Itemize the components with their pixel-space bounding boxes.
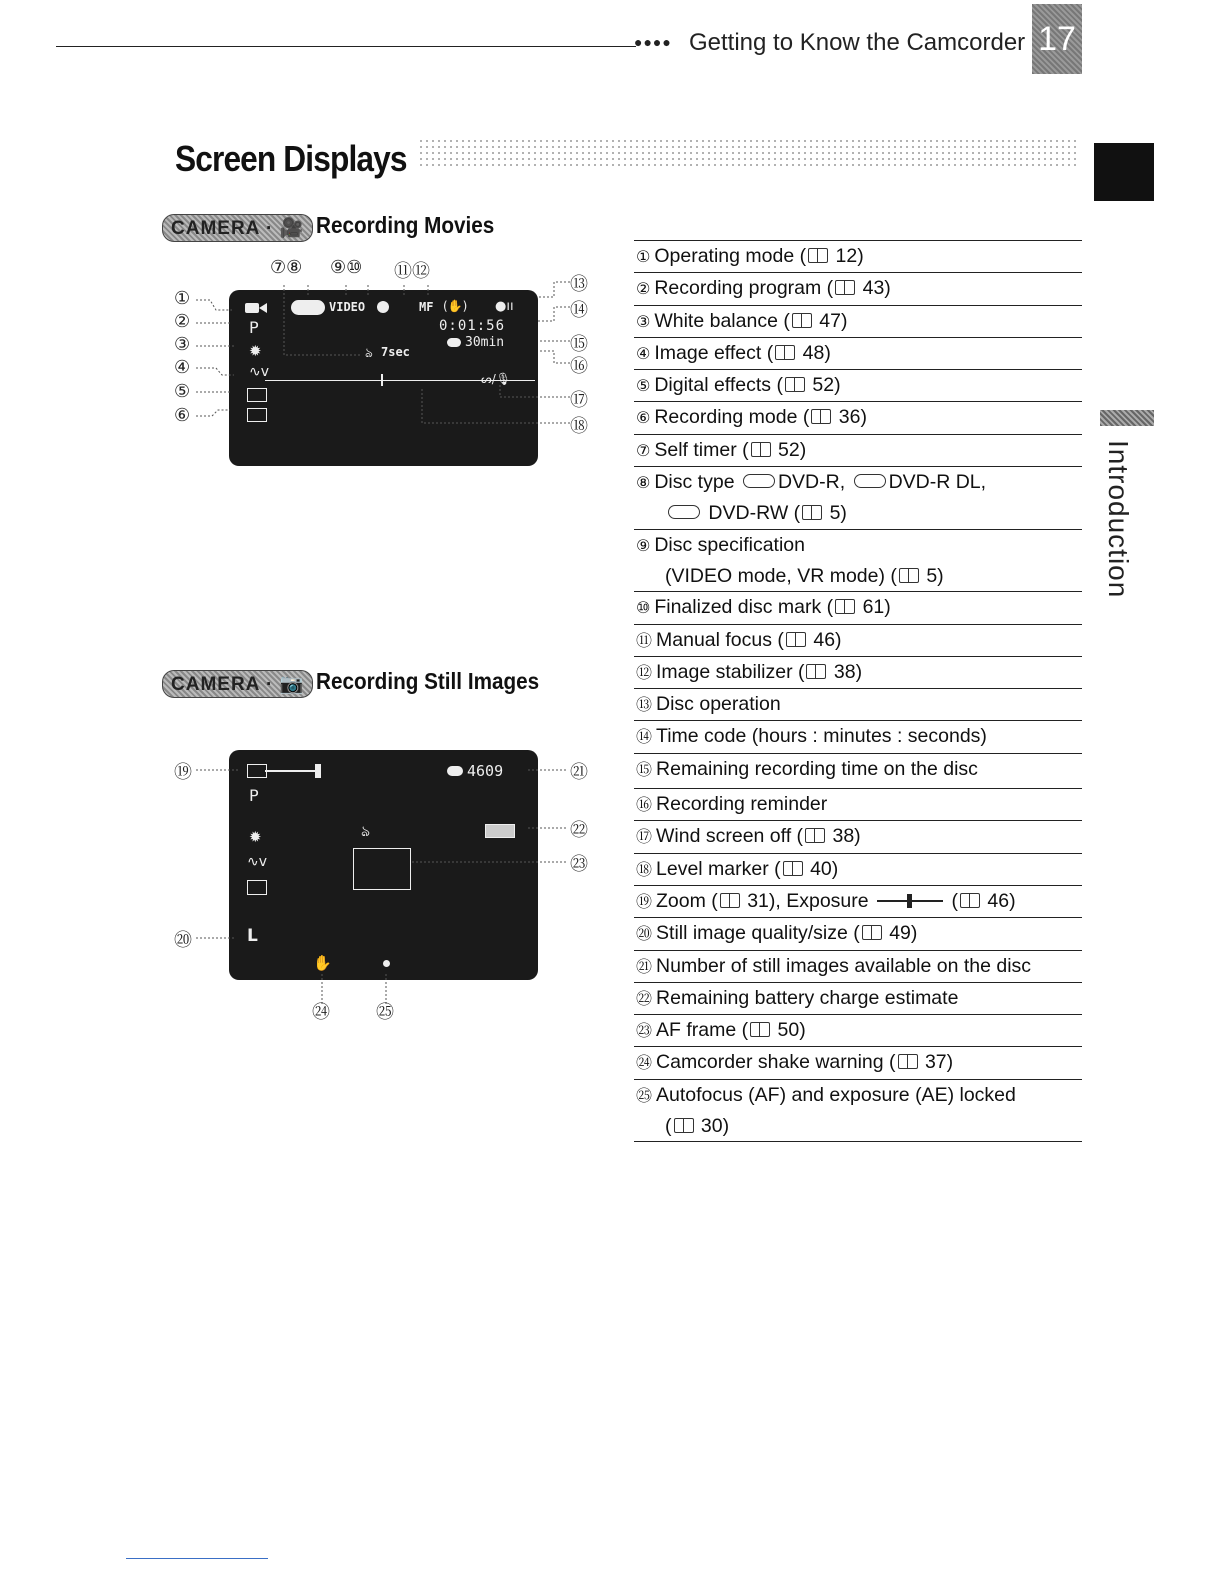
book-icon xyxy=(862,925,882,940)
book-icon xyxy=(751,442,771,457)
book-icon xyxy=(750,1022,770,1037)
self-timer-value: 7sec xyxy=(381,345,410,359)
chapter-tab-marker xyxy=(1100,410,1154,426)
callout-5: ⑤ xyxy=(174,381,191,402)
footer-link-line xyxy=(126,1558,268,1559)
disc-spec-label: VIDEO xyxy=(329,300,366,314)
callout-23: ㉓ xyxy=(570,854,588,875)
book-icon xyxy=(899,568,919,583)
callout-19: ⑲ xyxy=(174,762,192,783)
callout-6: ⑥ xyxy=(174,405,191,426)
exposure-bar-icon xyxy=(877,897,943,905)
image-effect-icon: ∿v xyxy=(247,854,268,870)
disc-operation-icon: ●ıı xyxy=(495,299,514,314)
callout-11-12: ⑪⑫ xyxy=(394,261,430,282)
callout-1: ① xyxy=(174,288,191,309)
chapter-side-label: Introduction xyxy=(1103,440,1134,599)
callout-3: ③ xyxy=(174,334,191,355)
legend-row: ① Operating mode ( 12) xyxy=(634,240,1082,272)
legend-list xyxy=(634,240,1082,1142)
program-indicator: P xyxy=(249,318,259,337)
remaining-time-value: 30min xyxy=(465,335,505,350)
callout-16: ⑯ xyxy=(570,356,588,377)
book-icon xyxy=(786,632,806,647)
legend-row: ㉒ Remaining battery charge estimate xyxy=(634,982,1082,1014)
self-timer-icon: ঌ xyxy=(365,346,373,361)
callout-7-8: ⑦⑧ xyxy=(270,257,303,278)
legend-row: ㉓ AF frame ( 50) xyxy=(634,1014,1082,1046)
legend-row: ② Recording program ( 43) xyxy=(634,272,1082,304)
recording-movies-title: Recording Movies xyxy=(316,212,495,238)
image-effect-icon: ∿v xyxy=(249,364,270,380)
legend-row: ⑬ Disc operation xyxy=(634,688,1082,720)
callout-20: ⑳ xyxy=(174,930,192,951)
legend-row-disc-spec: ⑨ Disc specification (VIDEO mode, VR mode) ( 5) xyxy=(634,529,1082,592)
book-icon xyxy=(783,861,803,876)
still-callout-leaders xyxy=(160,740,600,1030)
title-dotted-rule xyxy=(418,138,1080,168)
images-available-value: 4609 xyxy=(467,762,504,780)
white-balance-icon: ✹ xyxy=(249,828,262,846)
callout-18: ⑱ xyxy=(570,416,588,437)
chapter-tab xyxy=(1094,143,1154,201)
book-icon xyxy=(835,280,855,295)
legend-row: ⑥ Recording mode ( 36) xyxy=(634,401,1082,433)
callout-9-10: ⑨⑩ xyxy=(330,257,363,278)
book-icon xyxy=(785,377,805,392)
running-header-title: Getting to Know the Camcorder xyxy=(689,29,1026,56)
program-indicator: P xyxy=(249,786,259,805)
callout-13: ⑬ xyxy=(570,274,588,295)
book-icon xyxy=(720,893,740,908)
self-timer-icon: ঌ xyxy=(361,822,371,840)
legend-row: ⑳ Still image quality/size ( 49) xyxy=(634,917,1082,949)
camera-movie-mode-badge: CAMERA · 🎥 xyxy=(162,214,313,242)
time-code-value: 0:01:56 xyxy=(439,318,506,334)
legend-row: ⑭ Time code (hours : minutes : seconds) xyxy=(634,720,1082,752)
callout-4: ④ xyxy=(174,357,191,378)
book-icon xyxy=(808,248,828,263)
book-icon xyxy=(960,893,980,908)
header-rule xyxy=(56,46,636,47)
legend-row: ⑮ Remaining recording time on the disc xyxy=(634,753,1082,785)
section-title: Screen Displays xyxy=(175,138,407,179)
callout-14: ⑭ xyxy=(570,300,588,321)
callout-25: ㉕ xyxy=(376,1002,394,1023)
legend-row-zoom: ⑲ Zoom ( 31), Exposure ( 46) xyxy=(634,885,1082,917)
legend-row-disc-type: ⑧ Disc type DVD-R, DVD-R DL, DVD-RW ( 5) xyxy=(634,466,1082,529)
legend-row: ⑱ Level marker ( 40) xyxy=(634,853,1082,885)
callout-22: ㉒ xyxy=(570,820,588,841)
page-number-badge: 17 xyxy=(1032,4,1082,74)
recording-still-images-title: Recording Still Images xyxy=(316,668,540,694)
movie-callout-leaders xyxy=(160,255,600,435)
legend-row: ⑤ Digital effects ( 52) xyxy=(634,369,1082,401)
dvd-r-dl-icon xyxy=(854,474,886,488)
manual-focus-label: MF xyxy=(419,300,434,314)
callout-2: ② xyxy=(174,311,191,332)
book-icon xyxy=(811,409,831,424)
image-stabilizer-icon: (✋) xyxy=(443,299,468,313)
legend-row: ③ White balance ( 47) xyxy=(634,305,1082,337)
legend-row-af-ae: ㉕ Autofocus (AF) and exposure (AE) locked ( 30) xyxy=(634,1079,1082,1143)
legend-row: ⑩ Finalized disc mark ( 61) xyxy=(634,591,1082,623)
wind-screen-icon: ᔕ/🎙 xyxy=(481,372,511,386)
legend-row: ㉔ Camcorder shake warning ( 37) xyxy=(634,1046,1082,1078)
shake-warning-icon: ✋ xyxy=(313,954,332,972)
dvd-r-icon xyxy=(743,474,775,488)
legend-row: ④ Image effect ( 48) xyxy=(634,337,1082,369)
book-icon xyxy=(805,828,825,843)
still-quality-indicator: L xyxy=(247,926,258,946)
dvd-rw-icon xyxy=(668,505,700,519)
book-icon xyxy=(775,345,795,360)
callout-17: ⑰ xyxy=(570,390,588,411)
book-icon xyxy=(835,599,855,614)
legend-row: ㉑ Number of still images available on the disc xyxy=(634,950,1082,982)
book-icon xyxy=(806,664,826,679)
book-icon xyxy=(898,1054,918,1069)
legend-row: ⑰ Wind screen off ( 38) xyxy=(634,820,1082,852)
legend-row: ⑪ Manual focus ( 46) xyxy=(634,624,1082,656)
book-icon xyxy=(802,505,822,520)
book-icon xyxy=(674,1118,694,1133)
legend-row: ⑫ Image stabilizer ( 38) xyxy=(634,656,1082,688)
legend-row: ⑯ Recording reminder xyxy=(634,788,1082,820)
callout-24: ㉔ xyxy=(312,1002,330,1023)
legend-row: ⑦ Self timer ( 52) xyxy=(634,434,1082,466)
white-balance-icon: ✹ xyxy=(249,342,262,360)
header-dots: ●●●● xyxy=(634,34,672,50)
callout-15: ⑮ xyxy=(570,334,588,355)
book-icon xyxy=(792,313,812,328)
callout-21: ㉑ xyxy=(570,762,588,783)
camera-still-mode-badge: CAMERA · 📷 xyxy=(162,670,313,698)
